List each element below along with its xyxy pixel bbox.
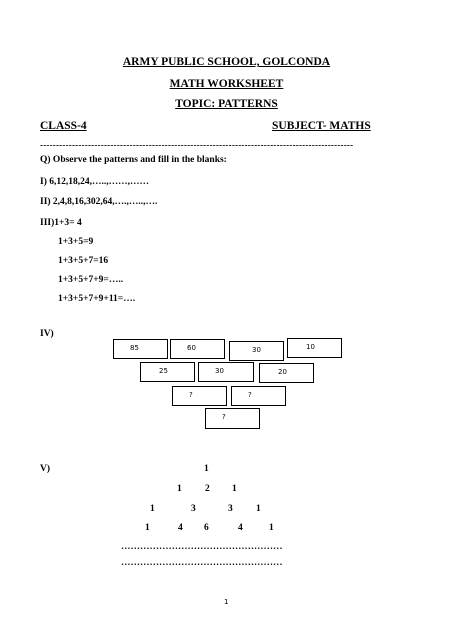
item-i: I) 6,12,18,24,…..,……,……: [40, 177, 149, 187]
pyramid-value: 20: [278, 368, 287, 376]
pascal-number: 2: [205, 484, 210, 494]
pascal-number: 1: [204, 464, 209, 474]
item-iii-line: 1+3+5+7=16: [58, 256, 109, 266]
pyramid-value: ?: [189, 391, 193, 399]
item-ii: II) 2,4,8,16,302,64,….,…..,….: [40, 197, 158, 207]
pyramid-value: 85: [130, 344, 139, 352]
pyramid-box: [170, 339, 225, 359]
pyramid-box: [287, 338, 342, 358]
page-number: 1: [224, 598, 229, 606]
pyramid-box: [259, 363, 314, 383]
pyramid-box: [198, 362, 254, 382]
pyramid-value: 25: [159, 367, 168, 375]
item-iii-line: 1+3+5+7+9=…..: [58, 275, 124, 285]
pyramid-value: ?: [248, 391, 252, 399]
pyramid-value: 60: [187, 344, 196, 352]
item-iv-label: IV): [40, 329, 54, 339]
pascal-number: 1: [269, 523, 274, 533]
pascal-number: 6: [204, 523, 209, 533]
item-iii-line: 1+3+5=9: [58, 237, 94, 247]
pascal-number: 4: [178, 523, 183, 533]
pascal-number: 1: [256, 504, 261, 514]
item-iii-line: III)1+3= 4: [40, 218, 82, 228]
pyramid-value: 30: [215, 367, 224, 375]
pascal-number: 1: [145, 523, 150, 533]
item-v-label: V): [40, 464, 51, 474]
pyramid-value: ?: [222, 413, 226, 421]
pascal-number: 1: [177, 484, 182, 494]
pyramid-box: [231, 386, 286, 406]
pyramid-box: [140, 362, 195, 382]
pyramid-value: 10: [306, 343, 315, 351]
pascal-number: 1: [150, 504, 155, 514]
pascal-number: 4: [238, 523, 243, 533]
pyramid-box: [172, 386, 227, 406]
fill-blank-line: ……………………………………………: [121, 558, 283, 568]
class-label: CLASS-4: [40, 120, 87, 132]
pyramid-box: [113, 339, 168, 359]
separator-line: --------------------------------------------------------------------------------------------------: [40, 140, 354, 150]
worksheet-title: MATH WORKSHEET: [169, 78, 284, 90]
fill-blank-line: ……………………………………………: [121, 542, 283, 552]
pyramid-box: [205, 408, 260, 429]
topic-title: TOPIC: PATTERNS: [175, 98, 278, 110]
school-name: ARMY PUBLIC SCHOOL, GOLCONDA: [122, 56, 331, 68]
pascal-number: 3: [191, 504, 196, 514]
subject-label: SUBJECT- MATHS: [272, 120, 371, 132]
pascal-number: 3: [228, 504, 233, 514]
item-iii-line: 1+3+5+7+9+11=….: [58, 294, 136, 304]
pyramid-box: [229, 341, 284, 361]
pyramid-value: 30: [252, 346, 261, 354]
question-text: Q) Observe the patterns and fill in the blanks:: [40, 155, 227, 165]
pascal-number: 1: [232, 484, 237, 494]
